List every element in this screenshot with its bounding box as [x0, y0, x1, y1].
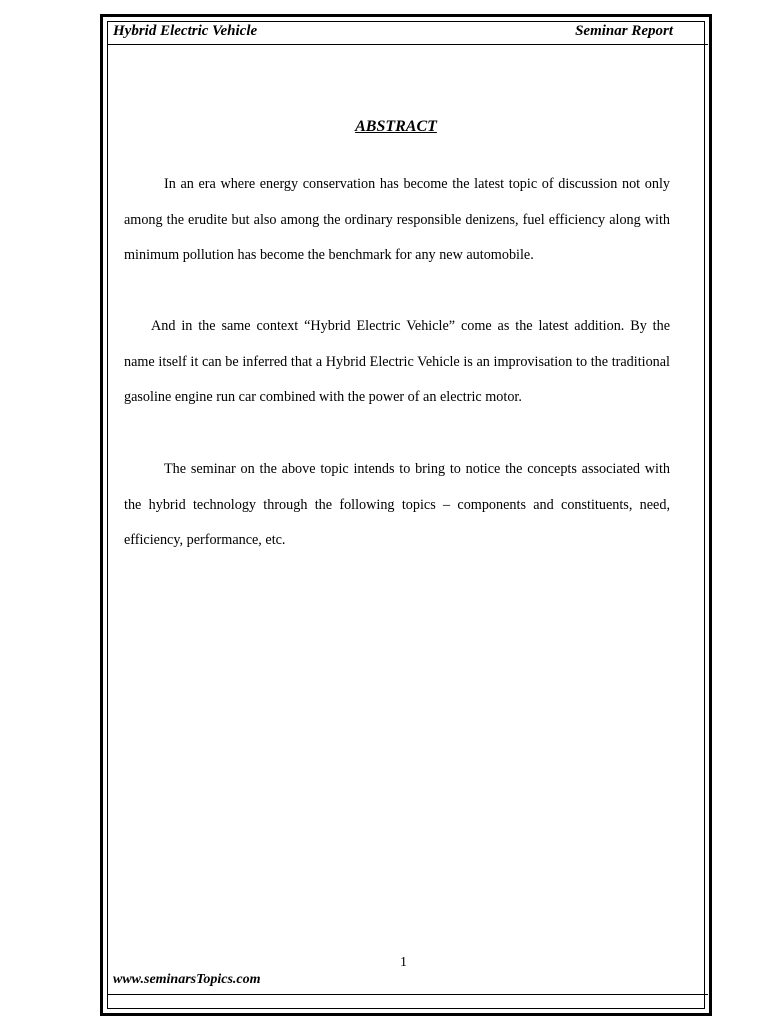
page-number: 1 — [400, 955, 407, 970]
abstract-paragraph-2: And in the same context “Hybrid Electric Vehicle” come as the latest addition. By the name itself it can be inferred that a Hybrid Electric Vehicle is an improvisation to the traditional gasoline engine run car combined with the power of an electric motor. — [124, 318, 670, 406]
footer-divider — [107, 994, 708, 995]
abstract-paragraph-1: In an era where energy conservation has become the latest topic of discussion not only among the erudite but also among the ordinary responsible denizens, fuel efficiency along with minimum pollution has become the benchmark for any new automobile. — [124, 176, 670, 264]
header-document-title: Hybrid Electric Vehicle — [113, 23, 258, 39]
footer-website: www.seminarsTopics.com — [113, 972, 261, 987]
header-divider — [107, 44, 708, 45]
abstract-paragraph-3: The seminar on the above topic intends to bring to notice the concepts associated with the hybrid technology through the following topics – components and constituents, need, efficiency, performance, etc. — [124, 461, 670, 549]
section-title: ABSTRACT — [355, 118, 437, 135]
header-report-type: Seminar Report — [575, 23, 673, 39]
